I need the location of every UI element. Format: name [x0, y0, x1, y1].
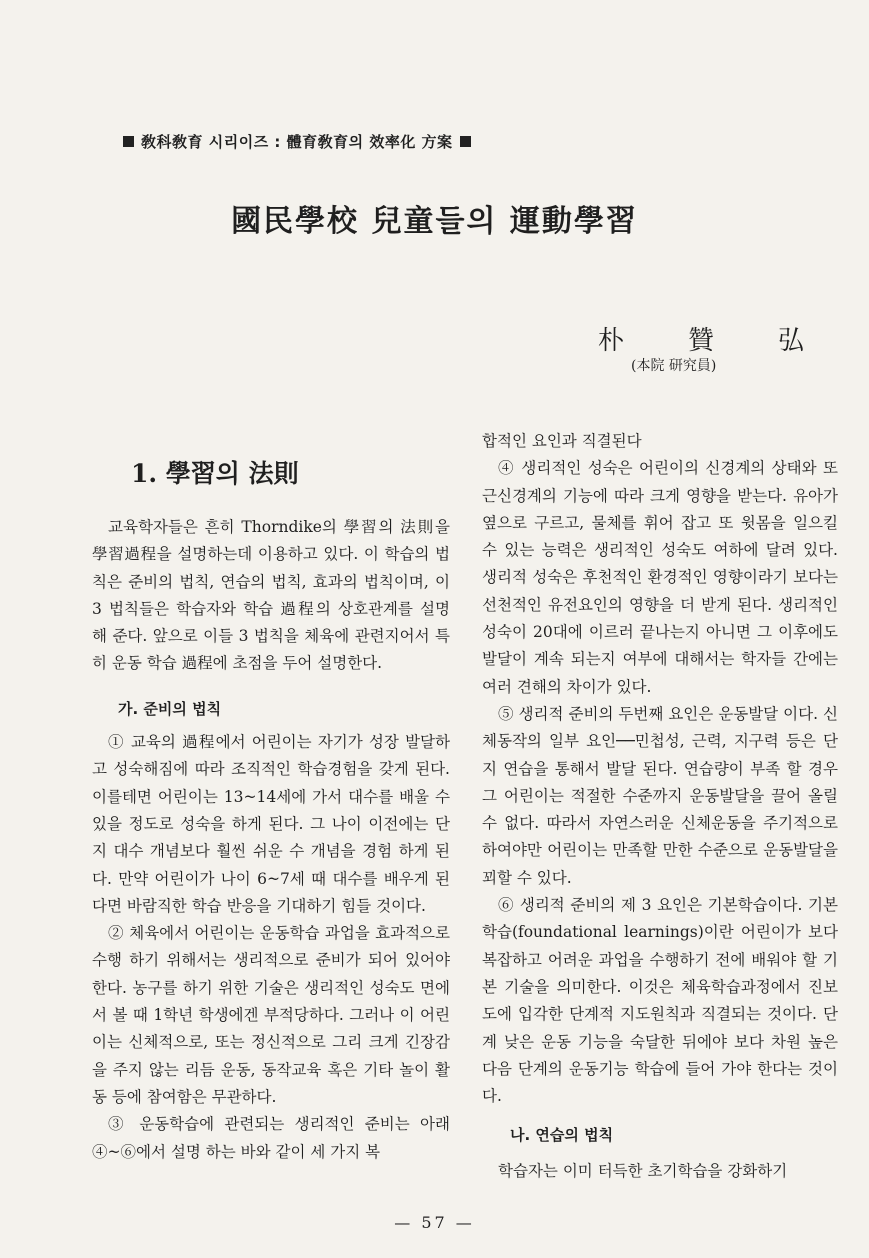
square-bullet-icon [460, 136, 471, 147]
author-affiliation: (本院 研究員) [631, 358, 717, 374]
square-bullet-icon [123, 136, 134, 147]
paragraph-3: ③ 운동학습에 관련되는 생리적인 준비는 아래 ④~⑥에서 설명 하는 바와 같이 세 가지 복 [92, 1115, 450, 1161]
paragraph-2: ② 체육에서 어린이는 운동학습 과업을 효과적으로 수행 하기 위해서는 생리적으로 준비가 되어 있어야 한다. 농구를 하기 위한 기술은 생리적인 성숙도 면에서 볼 때 1학년 학생에겐 부적당하다. 그러나 이 어린이는 신체적으로, 또는 정신적으로 그리 크게 긴장감을 주지 않는 리듬 운동, 동작교육 혹은 기타 놀이 활동 등에 참여함은 무관하다. [92, 924, 450, 1106]
right-column [482, 428, 838, 1185]
intro-paragraph: 교육학자들은 흔히 Thorndike의 學習의 法則을 學習過程을 설명하는데 이용하고 있다. 이 학습의 법칙은 준비의 법칙, 연습의 법칙, 효과의 법칙이며, 이 3 법칙들은 학습자와 학습 過程의 상호관계를 설명 해 준다. 앞으로 이들 3 법칙을 체육에 관련지어서 특히 운동 학습 過程에 초점을 두어 설명한다. [92, 518, 450, 673]
section-heading: 1. 學習의 法則 [131, 459, 299, 488]
author-char: 朴 [598, 326, 629, 356]
paragraph-5: ⑤ 생리적 준비의 두번째 요인은 운동발달 이다. 신체동작의 일부 요인──민첩성, 근력, 지구력 등은 단지 연습을 통해서 발달 된다. 연습량이 부족 할 경우 그 어린이는 적절한 수준까지 운동발달을 끌어 올릴 수 없다. 따라서 자연스러운 신체운동을 주기적으로 하여야만 어린이는 만족할 만한 수준으로 운동발달을 꾀할 수 있다. [482, 704, 838, 887]
author-char: 弘 [777, 326, 808, 356]
series-text: 敎科敎育 시리이즈 : 體育敎育의 效率化 方案 [141, 133, 453, 151]
paragraph-4: ④ 생리적인 성숙은 어린이의 신경계의 상태와 또 근신경계의 기능에 따라 크게 영향을 받는다. 유아가 옆으로 구르고, 물체를 휘어 잡고 또 윗몸을 일으킬 수 있는 능력은 생리적인 성숙도 여하에 달려 있다. 생리적 성숙은 후천적인 환경적인 영향이라기 보다는 선천적인 유전요인의 영향을 더 받게 된다. 생리적인 성숙이 20대에 이르러 끝나는지 아니면 그 이후에도 발달이 계속 되는지 여부에 대해서는 학자들 간에는 여러 견해의 차이가 있다. [482, 459, 838, 696]
author-char: 贊 [687, 326, 718, 356]
left-column [92, 514, 450, 1166]
continued-text: 합적인 요인과 직결된다 [482, 432, 642, 450]
paragraph-6: ⑥ 생리적 준비의 제 3 요인은 기본학습이다. 기본학습(foundational learnings)이란 어린이가 보다 복잡하고 어려운 과업을 수행하기 전에 배워야 할 기본 기술을 의미한다. 이것은 체육학습과정에서 진보도에 입각한 단계적 지도원칙과 직결되는 것이다. 단계 낮은 운동 기능을 숙달한 뒤에야 보다 차원 높은 다음 단계의 운동기능 학습에 들어 가야 한다는 것이다. [482, 896, 838, 1106]
article-title: 國民學校 兒童들의 運動學習 [231, 204, 638, 239]
subsection-heading-readiness: 가. 준비의 법칙 [118, 699, 222, 718]
series-header [116, 131, 496, 152]
author-name [598, 320, 808, 357]
paragraph-1: ① 교육의 過程에서 어린이는 자기가 성장 발달하고 성숙해짐에 따라 조직적인 학습경험을 갖게 된다. 이를테면 어린이는 13~14세에 가서 대수를 배울 수 있을 정도로 성숙을 하게 된다. 그 나이 이전에는 단지 대수 개념보다 훨씬 쉬운 수 개념을 경험 하게 된다. 만약 어린이가 나이 6~7세 때 대수를 배우게 된다면 바람직한 학습 반응을 기대하기 힘들 것이다. [92, 733, 450, 915]
paragraph-7: 학습자는 이미 터득한 초기학습을 강화하기 [498, 1161, 788, 1180]
page-number: — 57 — [394, 1213, 475, 1232]
subsection-heading-practice: 나. 연습의 법칙 [510, 1126, 614, 1145]
